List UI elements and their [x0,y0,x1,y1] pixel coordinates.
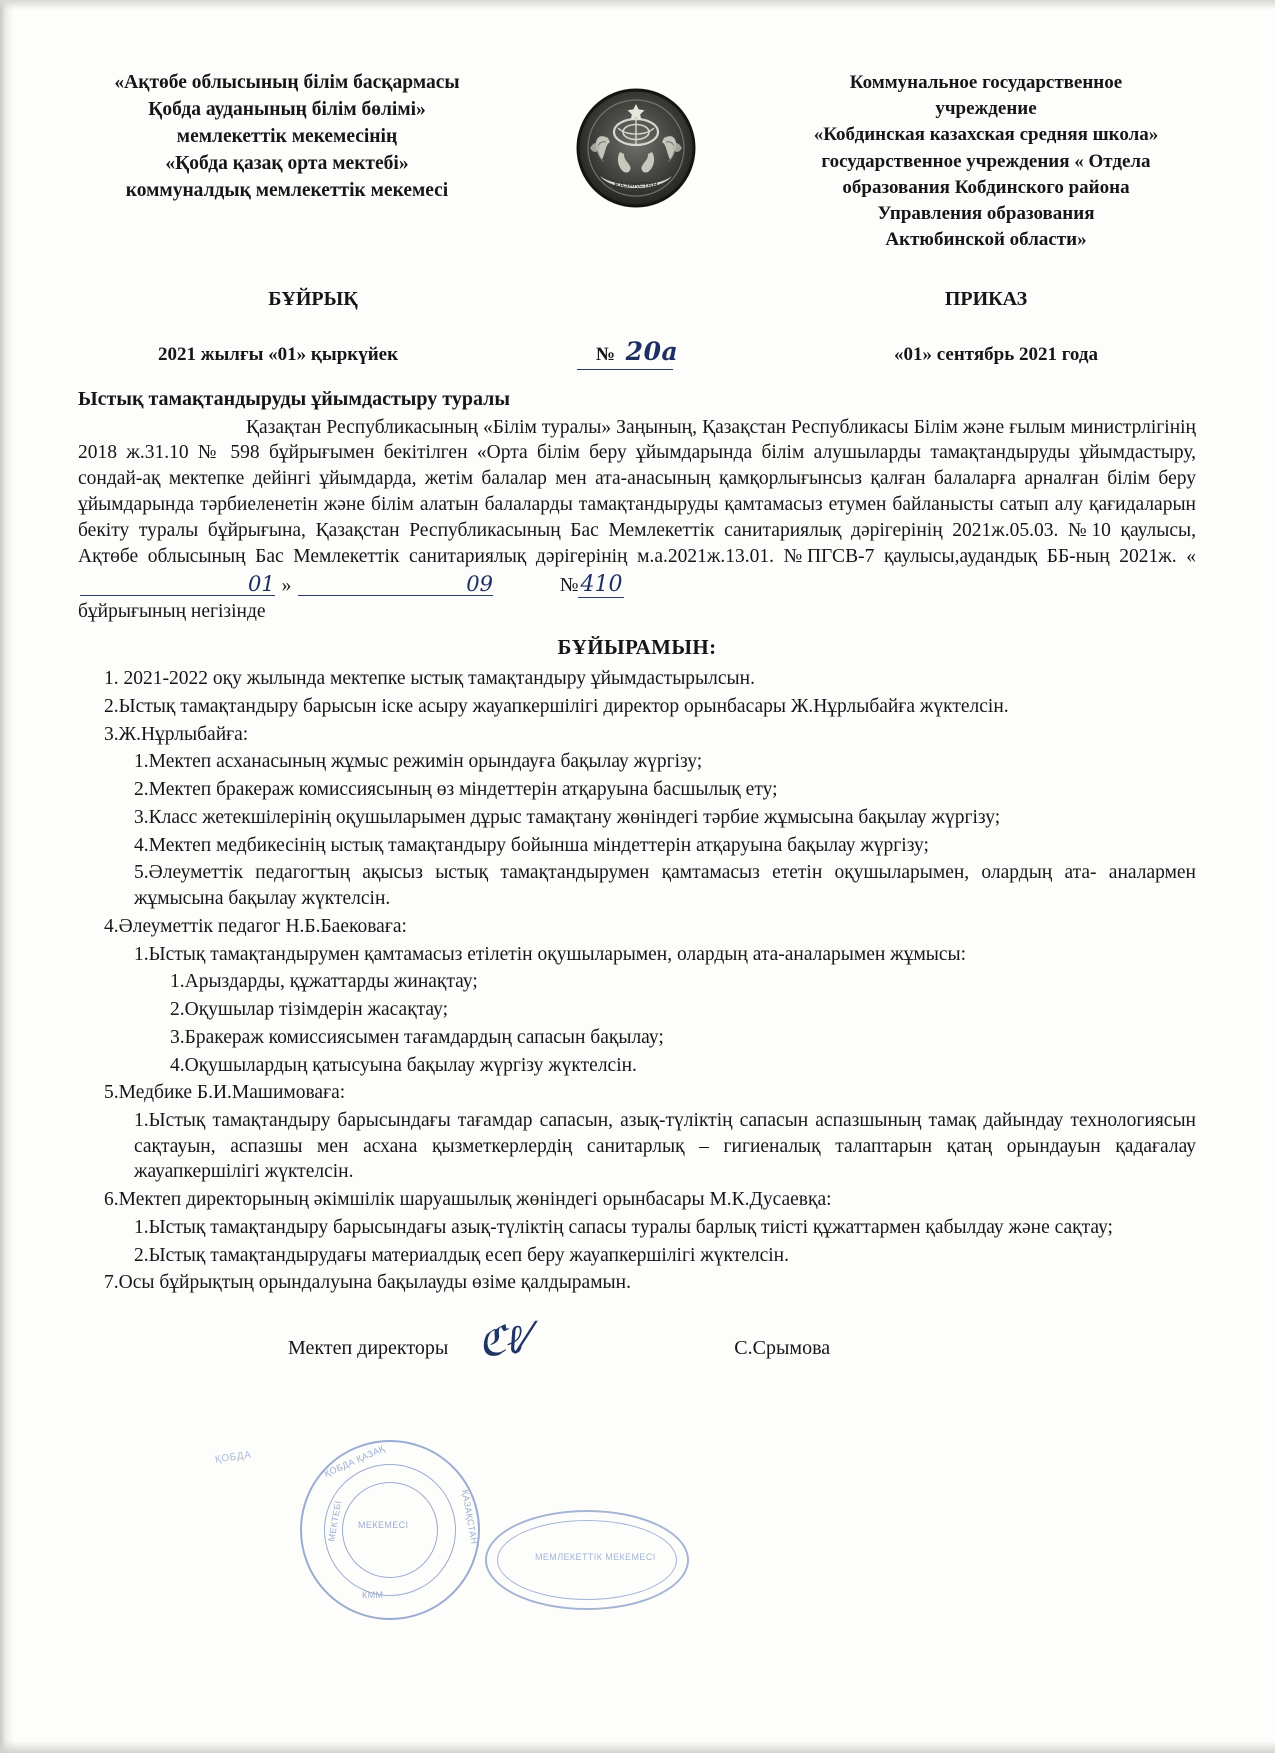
signature-area [448,1315,708,1367]
order-title-ru: ПРИКАЗ [944,287,1028,310]
signature-title: Мектеп директоры [288,1337,449,1360]
institution-name-ru-line-3: «Кобдинская казахская средняя школа» [813,124,1159,146]
institution-name-ru-line-5: образования Кобдинского района [842,176,1130,198]
command-word: БҰЙЫРАМЫН: [557,635,717,660]
round-school-stamp-icon [300,1440,480,1620]
order-title-kz: БҰЙРЫҚ [268,287,358,310]
list-item: 5.Медбике Б.И.Машимоваға: [104,1082,346,1104]
institution-name-kz-line-4: «Қобда қазақ орта мектебі» [165,152,409,174]
list-item: 5.Әлеуметтік педагогтың ақысыз ыстық тамақтандырумен қамтамасыз ететін оқушыларымен, олардың ата- аналармен жұмысына бақылау жүктелсін. [134,862,1196,910]
oval-school-stamp-icon [485,1510,689,1610]
preamble-number-fill: 410 [580,572,623,598]
stamp-text-left: МЕКТЕБІ [326,1499,344,1543]
preamble-day-fill: 01 [80,574,275,596]
handwritten-signature-icon: ℭℓ⁄ [476,1315,533,1367]
list-item: 4.Мектеп медбикесінің ыстық тамақтандыру бойынша міндеттерін атқаруына бақылау жүргізу; [134,834,929,856]
list-item: 3.Бракераж комиссиясымен тағамдардың сапасын бақылау; [170,1026,664,1048]
order-number-underline [577,369,673,370]
stamp-2-inner-ring [497,1520,677,1600]
list-item: 2.Мектеп бракераж комиссиясының өз міндеттерін атқаруына басшылық ету; [134,779,778,801]
list-item: 2.Ыстық тамақтандыру барысын іске асыру жауапкершілігі директор орынбасары Ж.Нұрлыбайға жүктелсін. [104,695,1009,717]
institution-name-ru-line-2: учреждение [935,98,1037,120]
stamp-2-text: МЕМЛЕКЕТТІК МЕКЕМЕСІ [535,1552,656,1562]
order-date-kz: 2021 жылғы «01» қыркүйек [157,343,399,365]
list-item: 2.Оқушылар тізімдерін жасақтау; [170,999,448,1021]
institution-name-kz-line-5: коммуналдық мемлекеттік мекемесі [125,179,449,201]
institution-name-kz-line-3: мемлекеттік мекемесінің [176,125,398,147]
order-date-ru: «01» сентябрь 2021 года [894,343,1098,365]
institution-name-kz-line-1: «Ақтөбе облысының білім басқармасы [114,72,460,93]
institution-name-ru-line-7: Актюбинской области» [885,229,1087,251]
order-preamble [78,415,1196,626]
list-item: 1.Ыстық тамақтандырумен қамтамасыз етілетін оқушыларымен, олардың ата-аналарымен жұмысы: [134,943,967,965]
institution-name-kz [78,70,496,205]
list-item: 4.Әлеуметтік педагог Н.Б.Баековаға: [104,915,407,937]
preamble-quote-mid: » [281,575,292,597]
institution-name-ru [776,70,1196,254]
list-item: 1.Мектеп асханасының жұмыс режимін орындауға бақылау жүргізу; [134,751,703,773]
list-item: 3.Класс жетекшілерінің оқушыларымен дұрыс тамақтану жөніндегі тәрбие жұмысына бақылау жүргізу; [134,806,1001,828]
scan-edge-shadow-bottom [0,1741,1275,1753]
institution-name-kz-line-2: Қобда ауданының білім бөлімі» [148,98,426,120]
list-item: 7.Осы бұйрықтың орындалуына бақылауды өзіме қалдырамын. [104,1272,631,1294]
list-item: 1.Арыздарды, құжаттарды жинақтау; [170,971,478,993]
order-items-list [78,666,1196,1296]
institution-name-ru-line-6: Управления образования [877,203,1095,225]
document-content [78,70,1196,1367]
document-header [78,70,1196,254]
order-preamble-tail: бұйрығының негізінде [78,601,266,623]
institution-name-ru-line-1: Коммунальное государственное [849,72,1123,93]
signature-name: С.Срымова [734,1337,831,1360]
list-item: 2.Ыстық тамақтандырудағы материалдық есеп беру жауапкершілігі жүктелсін. [134,1244,789,1266]
signature-row [78,1315,1196,1367]
list-item: 4.Оқушылардың қатысуына бақылау жүргізу жүктелсін. [170,1054,637,1076]
scan-edge-shadow-left [0,0,14,1753]
list-item: 1. 2021-2022 оқу жылында мектепке ыстық тамақтандыру ұйымдастырылсын. [104,668,755,690]
order-preamble-text: Қазақтан Республикасының «Білім туралы» Заңының, Қазақстан Республикасы Білім және ғылым министрлігінің 2018 ж.31.10 № 598 бұйрығымен бекітілген «Орта білім беру ұйымдарында білім алушыларды тамақтандыруды ұйымдастыру, сондай-ақ мектепке дейінгі ұйымдарда, жетім балалар мен ата-анасының қамқорлығынсыз қалған балаларға арналған білім беру ұйымдарында тәрбиеленетін және білім алатын балаларды тамақтандыруды қамтамасыз етумен байланысты сатып алу қағидаларын бекіту туралы бұйрығына, Қазақстан Республикасының Бас Мемлекеттік санитариялық дәрігерінің 2021ж.05.03. №10 қаулысы, Ақтөбе облысының Бас Мемлекеттік санитариялық дәрігерінің м.а.2021ж.13.01. №ПГСВ-7 қаулысы,аудандық ББ-ның 2021ж. « [78,416,1196,568]
stamp-smudge-text: ҚОБДА [214,1449,253,1466]
preamble-month-fill: 09 [298,574,493,596]
scan-edge-shadow-top [0,0,1275,10]
svg-text:ҚАЗАҚСТАН: ҚАЗАҚСТАН [614,181,658,189]
stamp-text-right: ҚАЗАҚСТАН [459,1488,480,1546]
list-item: 1.Ыстық тамақтандыру барысындағы азық-түліктің сапасы туралы барлық тиісті құжаттармен қабылдау және сақтау; [134,1216,1113,1238]
institution-name-ru-line-4: государственное учреждения « Отдела [821,150,1151,172]
state-emblem-icon [576,88,696,208]
stamp-text-top: ҚОБДА ҚАЗАҚ [322,1443,387,1479]
preamble-number-label: № [559,575,579,597]
stamp-text-bottom: КММ [362,1590,384,1600]
order-subject: Ыстық тамақтандыруды ұйымдастыру туралы [78,387,510,410]
stamp-inner-ring [324,1464,456,1596]
order-number-handwritten: 20а [625,336,679,366]
list-item: 6.Мектеп директорының әкімшілік шаруашылық жөніндегі орынбасары М.К.Дусаевқа: [104,1189,832,1211]
list-item: 1.Ыстық тамақтандыру барысындағы тағамдар сапасын, азық-түліктің сапасын аспазшының тамақ дайындау технологиясын сақтауын, аспазшы мен асхана қызметкерлердің санитарлық – гигиеналық талаптарын қатаң орындауын қадағалау жауапкершілігі жүктелсін. [134,1109,1196,1183]
stamp-inner-ring-2 [342,1482,438,1578]
stamp-text-center: МЕКЕМЕСІ [358,1520,409,1530]
order-date-row [78,337,1196,366]
order-title-row [78,288,1196,311]
order-number-label: № [595,343,615,365]
list-item: 3.Ж.Нұрлыбайға: [104,723,249,745]
order-number-field [507,337,767,366]
